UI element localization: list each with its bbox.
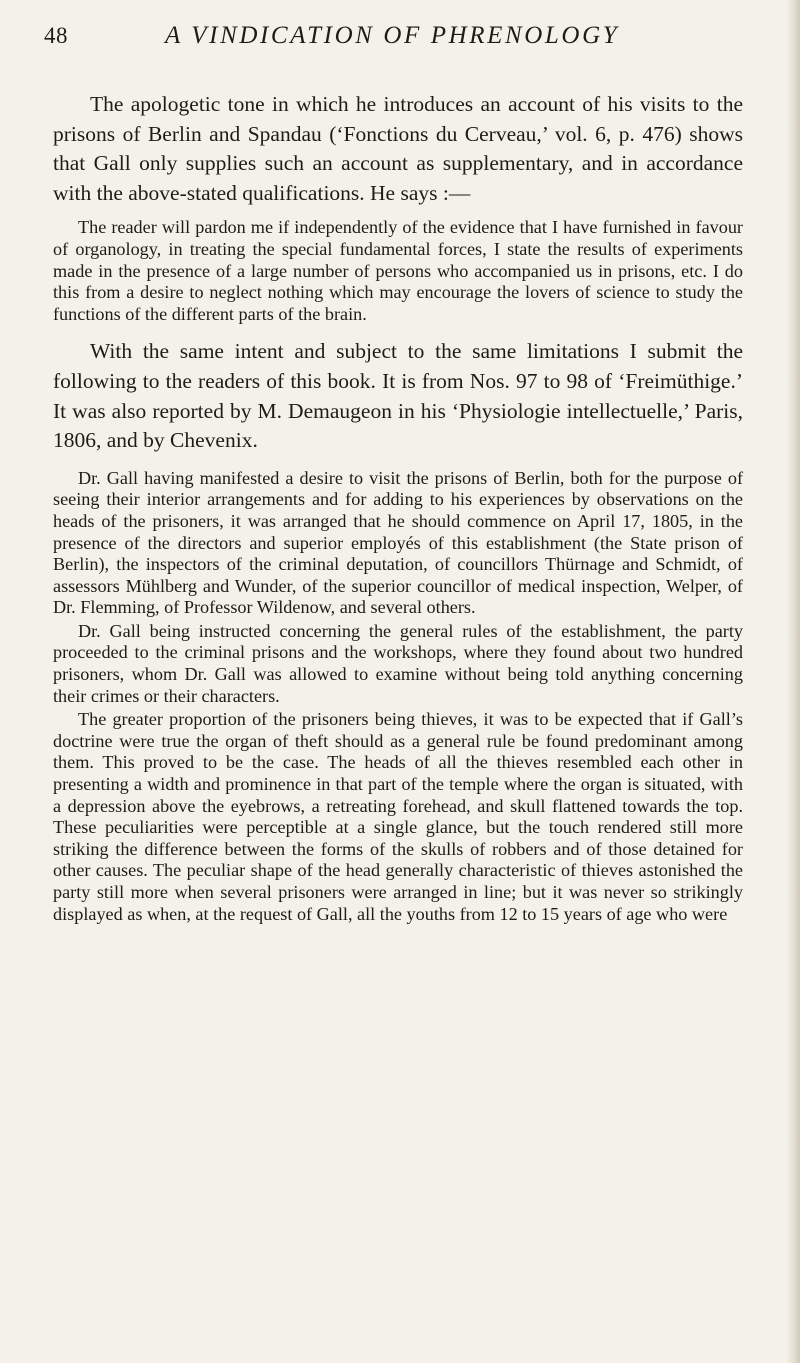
body-text bbox=[53, 90, 743, 925]
quoted-passage-examination: Dr. Gall being instructed concerning the general rules of the establishment, the party proceeded to the criminal prisons and the workshops, where they found about two hundred prisoners, whom Dr. Gall was allowed to examine without being told anything concerning their crimes or their characters. bbox=[53, 620, 743, 706]
quoted-passage-berlin-visit: Dr. Gall having manifested a desire to visit the prisons of Berlin, both for the purpose of seeing their interior arrangements and for adding to his experiences by observations on the heads of the prisoners, it was arranged that he should commence on April 17, 1805, in the presence of the directors and superior employés of this establishment (the State prison of Berlin), the inspectors of the criminal deputation, of councillors Thürnage and Schmidt, of assessors Mühlberg and Wunder, of the superior councillor of medical inspection, Welper, of Dr. Flemming, of Professor Wildenow, and several others. bbox=[53, 467, 743, 618]
paragraph-freimuthige: With the same intent and subject to the same limitations I submit the following to the readers of this book. It is from Nos. 97 to 98 of ‘Freimüthige.’ It was also reported by M. Demaugeon in his ‘Physiologie intellectuelle,’ Paris, 1806, and by Chevenix. bbox=[53, 339, 743, 453]
running-head bbox=[0, 16, 800, 56]
running-title: A VINDICATION OF PHRENOLOGY bbox=[165, 22, 620, 49]
page-number: 48 bbox=[44, 23, 68, 48]
paragraph-intro: The apologetic tone in which he introduces an account of his visits to the prisons of Berlin and Spandau (‘Fonctions du Cerveau,’ vol. 6, p. 476) shows that Gall only supplies such an account as supplementary, and in accordance with the above-stated qualifications. He says :— bbox=[53, 92, 743, 205]
page-edge-shadow bbox=[786, 0, 800, 1363]
quoted-passage-gall: The reader will pardon me if independently of the evidence that I have furnished in favour of organology, in treating the special fundamental forces, I state the results of experiments made in the presence of a large number of persons who accompanied us in prisons, etc. I do this from a desire to neglect nothing which may encourage the lovers of science to study the functions of the different parts of the brain. bbox=[53, 217, 743, 324]
quoted-passage-thieves: The greater proportion of the prisoners being thieves, it was to be expected that if Gall’s doctrine were true the organ of theft should as a general rule be found predominant among them. This proved to be the case. The heads of all the thieves resembled each other in presenting a width and prominence in that part of the temple where the organ is situated, with a depression above the eyebrows, a retreating forehead, and skull flattened towards the top. These peculiarities were perceptible at a single glance, but the touch rendered still more striking the difference between the forms of the skulls of robbers and of those detained for other causes. The peculiar shape of the head generally characteristic of thieves astonished the party still more when several prisoners were arranged in line; but it was never so strikingly displayed as when, at the request of Gall, all the youths from 12 to 15 years of age who were bbox=[53, 709, 743, 924]
